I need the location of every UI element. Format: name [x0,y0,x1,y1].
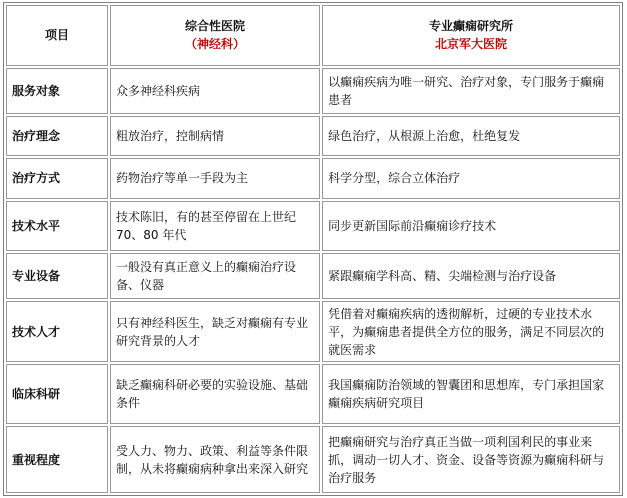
row-label: 重视程度 [6,426,108,493]
header-item-label: 项目 [44,28,69,43]
special-cell: 绿色治疗，从根源上治愈，杜绝复发 [322,116,620,156]
special-cell: 同步更新国际前沿癫痫诊疗技术 [322,201,620,251]
header-general-hospital-name: 综合性医院 [185,19,246,34]
header-special-institute-cell [322,5,620,66]
table-row [6,116,620,156]
special-cell: 把癫痫研究与治疗真正当做一项利国利民的事业来抓，调动一切人才、资金、设备等资源为癫痫科研与治疗服务 [322,426,620,493]
table-row [6,253,620,299]
general-cell: 药物治疗等单一手段为主 [110,158,320,198]
general-cell: 粗放治疗，控制病情 [110,116,320,156]
table-row [6,68,620,114]
row-label: 技术水平 [6,201,108,251]
special-cell: 以癫痫疾病为唯一研究、治疗对象，专门服务于癫痫患者 [322,68,620,114]
table-row [6,301,620,362]
special-cell: 我国癫痫防治领域的智囊团和思想库，专门承担国家癫痫疾病研究项目 [322,364,620,425]
row-label: 治疗方式 [6,158,108,198]
comparison-table [3,2,623,496]
row-label: 专业设备 [6,253,108,299]
general-cell: 技术陈旧，有的甚至停留在上世纪 70、80 年代 [110,201,320,251]
table-row [6,426,620,493]
row-label: 临床科研 [6,364,108,425]
general-cell: 受人力、物力、政策、利益等条件限制，从未将癫痫病种拿出来深入研究 [110,426,320,493]
header-general-hospital-cell [110,5,320,66]
table-row [6,158,620,198]
general-cell: 众多神经科疾病 [110,68,320,114]
row-label: 服务对象 [6,68,108,114]
general-cell: 缺乏癫痫科研必要的实验设施、基础条件 [110,364,320,425]
header-special-institute-name: 专业癫痫研究所 [429,19,514,34]
header-special-institute-sub: 北京军大医院 [435,37,508,52]
general-cell: 一般没有真正意义上的癫痫治疗设备、仪器 [110,253,320,299]
header-item-cell [6,5,108,66]
special-cell: 凭借着对癫痫疾病的透彻解析，过硬的专业技术水平，为癫痫患者提供全方位的服务，满足不同层次的就医需求 [322,301,620,362]
special-cell: 紧跟癫痫学科高、精、尖端检测与治疗设备 [322,253,620,299]
table-row [6,364,620,425]
table-header-row [6,5,620,66]
table-row [6,201,620,251]
header-general-hospital-sub: （神经科） [185,37,246,52]
special-cell: 科学分型，综合立体治疗 [322,158,620,198]
row-label: 技术人才 [6,301,108,362]
general-cell: 只有神经科医生，缺乏对癫痫有专业研究背景的人才 [110,301,320,362]
row-label: 治疗理念 [6,116,108,156]
